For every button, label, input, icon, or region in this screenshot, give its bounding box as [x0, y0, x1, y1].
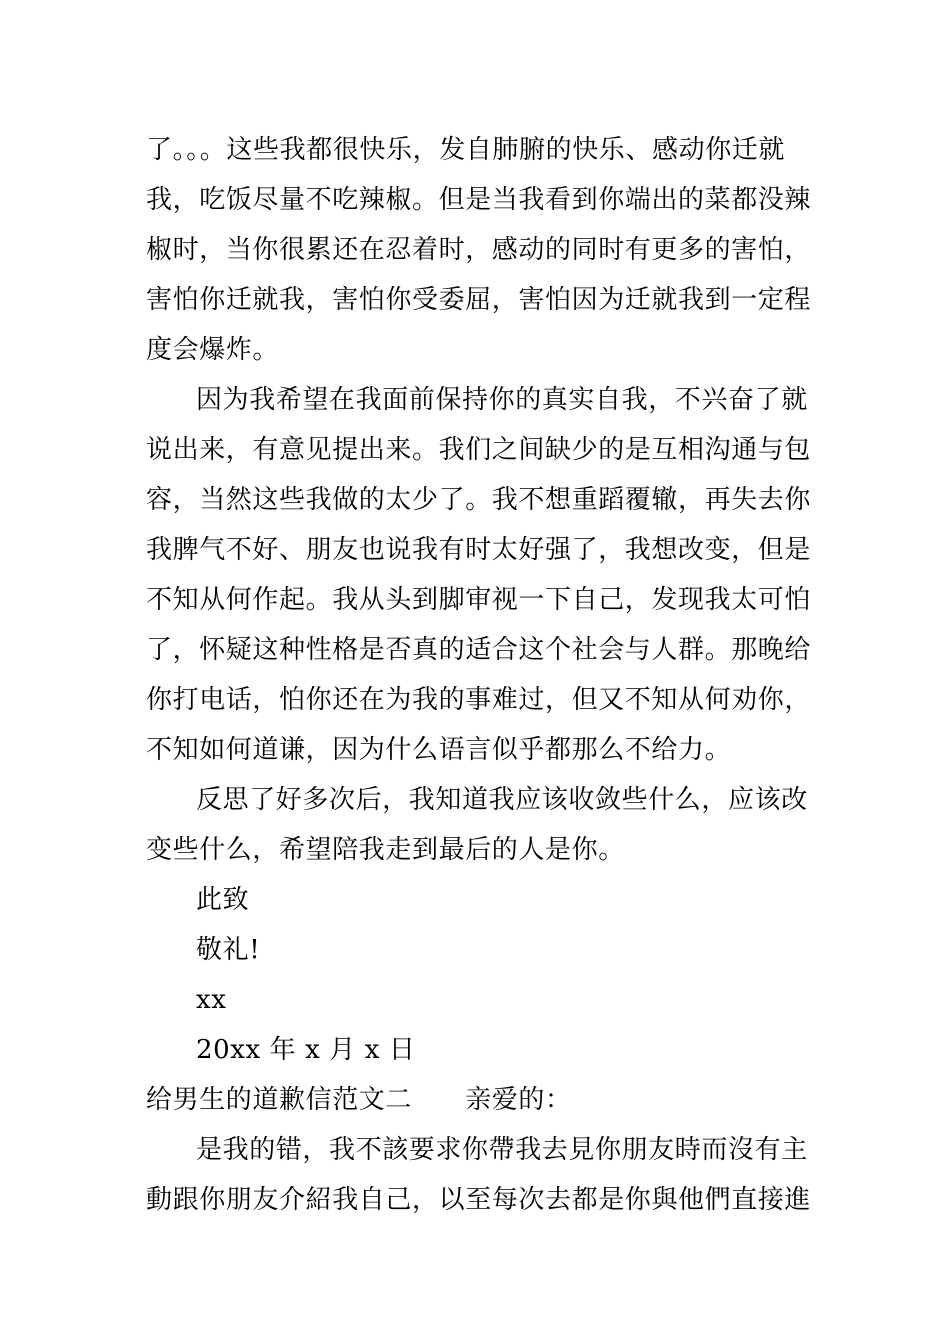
paragraph-line: 是我的错，我不該要求你帶我去見你朋友時而沒有主: [196, 1135, 808, 1165]
paragraph-line: 度会爆炸。: [146, 335, 280, 365]
paragraph-line: 容，当然这些我做的太少了。我不想重蹈覆辙，再失去你: [146, 485, 812, 515]
paragraph-line: 害怕你迁就我，害怕你受委屈，害怕因为迁就我到一定程: [146, 285, 812, 315]
salutation-line: 敬礼!: [196, 935, 261, 965]
signature-line: xx: [196, 985, 227, 1015]
paragraph-line: 不知从何作起。我从头到脚审视一下自己，发现我太可怕: [146, 585, 812, 615]
paragraph-line: 不知如何道谦，因为什么语言似乎都那么不给力。: [146, 735, 732, 765]
paragraph-line: 你打电话，怕你还在为我的事难过，但又不知从何劝你，: [146, 685, 812, 715]
paragraph-line: 我，吃饭尽量不吃辣椒。但是当我看到你端出的菜都没辣: [146, 185, 812, 215]
paragraph-line: 動跟你朋友介紹我自己，以至每次去都是你與他們直接進: [146, 1185, 812, 1215]
section-heading: 给男生的道歉信范文二 亲爱的：: [146, 1085, 572, 1115]
closing-line: 此致: [196, 885, 250, 915]
date-line: 20xx 年 x 月 x 日: [196, 1035, 416, 1065]
paragraph-line: 我脾气不好、朋友也说我有时太好强了，我想改变，但是: [146, 535, 812, 565]
paragraph-line: 椒时，当你很累还在忍着时，感动的同时有更多的害怕，: [146, 235, 812, 265]
paragraph-line: 因为我希望在我面前保持你的真实自我，不兴奋了就: [196, 385, 808, 415]
paragraph-line: 变些什么，希望陪我走到最后的人是你。: [146, 835, 625, 865]
paragraph-line: 了。。。这些我都很快乐，发自肺腑的快乐、感动你迁就: [146, 135, 786, 165]
paragraph-line: 了，怀疑这种性格是否真的适合这个社会与人群。那晚给: [146, 635, 812, 665]
paragraph-line: 说出来，有意见提出来。我们之间缺少的是互相沟通与包: [146, 435, 812, 465]
paragraph-line: 反思了好多次后，我知道我应该收敛些什么，应该改: [196, 785, 808, 815]
